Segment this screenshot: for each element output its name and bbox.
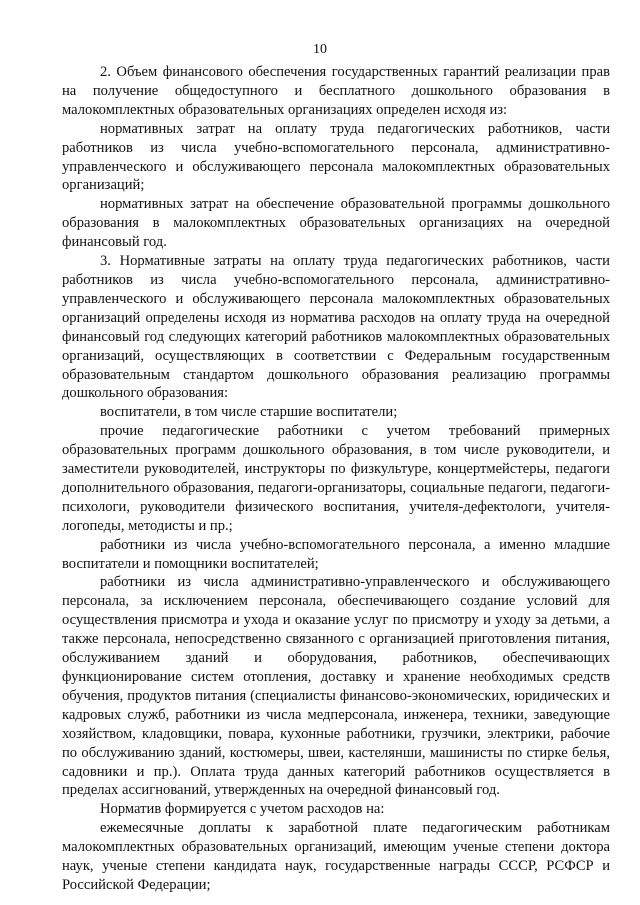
paragraph-norm-formation: Норматив формируется с учетом расходов на: — [100, 801, 385, 818]
paragraph-other-teachers: прочие педагогические работники с учетом требований примерных образовательных программ дошкольного образования, в том числе руководители, и заместители руководителей, инструкторы по физкультуре, концертмейстеры, педагоги дополнительного образования, педагоги-организаторы, социальные педагоги, педагоги-психологи, руководители физического воспитания, учителя-дефектологи, учителя-логопеды, методисты и пр.; — [62, 423, 610, 534]
paragraph-funding-volume: 2. Объем финансового обеспечения государственных гарантий реализации прав на получение общедоступного и бесплатного дошкольного образования в малокомплектных образовательных организациях определен исходя из: — [62, 64, 610, 118]
page-number: 10 — [313, 42, 327, 57]
paragraph-educators: воспитатели, в том числе старшие воспитатели; — [100, 404, 398, 421]
document-body — [62, 63, 610, 895]
paragraph-normative-costs: 3. Нормативные затраты на оплату труда педагогических работников, части работников из числа учебно-вспомогательного персонала, административно-управленческого и обслуживающего персонала малокомплектных образовательных организаций определены исходя из норматива расходов на оплату труда на очередной финансовый год следующих категорий работников малокомплектных образовательных организаций, осуществляющих в соответствии с Федеральным государственным образовательным стандартом дошкольного образования реализацию программы дошкольного образования: — [62, 253, 610, 402]
paragraph-admin-staff: работники из числа административно-управленческого и обслуживающего персонала, за исключением персонала, обеспечивающего создание условий для осуществления присмотра и ухода и оказание услуг по присмотру и уходу за детьми, а также персонала, непосредственно связанного с организацией приготовления питания, обслуживанием зданий и оборудования, работников, обеспечивающих функционирование систем отопления, доставку и хранение необходимых средств обучения, продуктов питания (специалисты финансово-экономических, юридических и кадровых служб, работники из числа медперсонала, инженера, техники, заведующие хозяйством, кладовщики, повара, кухонные работники, грузчики, электрики, рабочие по обслуживанию зданий, костюмеры, швеи, кастелянши, машинисты по стирке белья, садовники и пр.). Оплата труда данных категорий работников осуществляется в пределах ассигнований, утвержденных на очередной финансовый год. — [62, 574, 610, 799]
paragraph-program-costs: нормативных затрат на обеспечение образовательной программы дошкольного образования в малокомплектных образовательных организациях на очередной финансовый год. — [62, 196, 610, 251]
paragraph-support-staff: работники из числа учебно-вспомогательного персонала, а именно младшие воспитатели и помощники воспитателей; — [62, 536, 610, 572]
paragraph-labor-costs: нормативных затрат на оплату труда педагогических работников, части работников из числа учебно-вспомогательного персонала, административно-управленческого и обслуживающего персонала малокомплектных образовательных организаций; — [62, 120, 610, 194]
paragraph-monthly-supplements: ежемесячные доплаты к заработной плате педагогическим работникам малокомплектных образовательных организаций, имеющим ученые степени доктора наук, ученые степени кандидата наук, государственные награды СССР, РСФСР и Российской Федерации; — [62, 820, 610, 893]
